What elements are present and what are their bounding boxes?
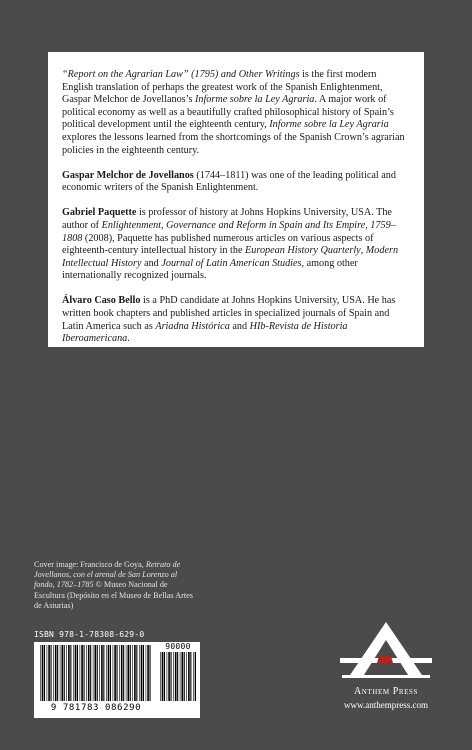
translator-bio-caso-bello: Álvaro Caso Bello is a PhD candidate at Johns Hopkins University, USA. He has written book chapters and published articles in specialized journals of Spain and Latin America such as Ariadna Histórica and HIb-Revista de Historia Iberoamericana. [62,295,396,345]
blurb-panel [48,52,424,347]
price-addon-digits: 90000 [165,642,191,651]
barcode-bars-icon [40,645,152,701]
editor-bio-paquette: Gabriel Paquette is professor of history at Johns Hopkins University, USA. The author of Enlightenment, Governance and Reform in Spain and Its Empire, 1759–1808 (2008), Paquette has published numerous articles on various aspects of eighteenth-century intellectual history in the European History Quarterly, Modern Intellectual History and Journal of Latin American Studies, among other internationally recognized journals. [62,207,399,282]
price-addon-bars-icon [160,652,196,701]
isbn-label: ISBN 978-1-78308-629-0 [34,630,145,639]
book-description: “Report on the Agrarian Law” (1795) and Other Writings is the first modern English translation of perhaps the greatest work of the Spanish Enlightenment, Gaspar Melchor de Jovellanos’s Informe sobre la Ley Agraria. A major work of political economy as well as a beautifully crafted philosophical history of Spain’s political development until the eighteenth century, Informe sobre la Ley Agraria explores the lessons learned from the shortcomings of the Spanish Crown’s agrarian policies in the eighteenth century. [62,69,405,156]
barcode [34,642,200,718]
anthem-press-logo-icon [338,620,434,682]
cover-image-credit: Cover image: Francisco de Goya, Retrato de Jovellanos, con el arenal de San Lorenzo al fondo, 1782–1785 © Museo Nacional de Escultura (Depósito en el Museo de Bellas Artes de Asturias) [34,560,193,610]
publisher-name [318,686,454,697]
barcode-digits: 9 781783 086290 [50,703,142,713]
author-bio-jovellanos: Gaspar Melchor de Jovellanos (1744–1811) was one of the leading political and economic writers of the Spanish Enlightenment. [62,169,396,194]
publisher-name-text: Anthem Press [353,686,419,697]
publisher-url: www.anthempress.com [344,700,428,710]
